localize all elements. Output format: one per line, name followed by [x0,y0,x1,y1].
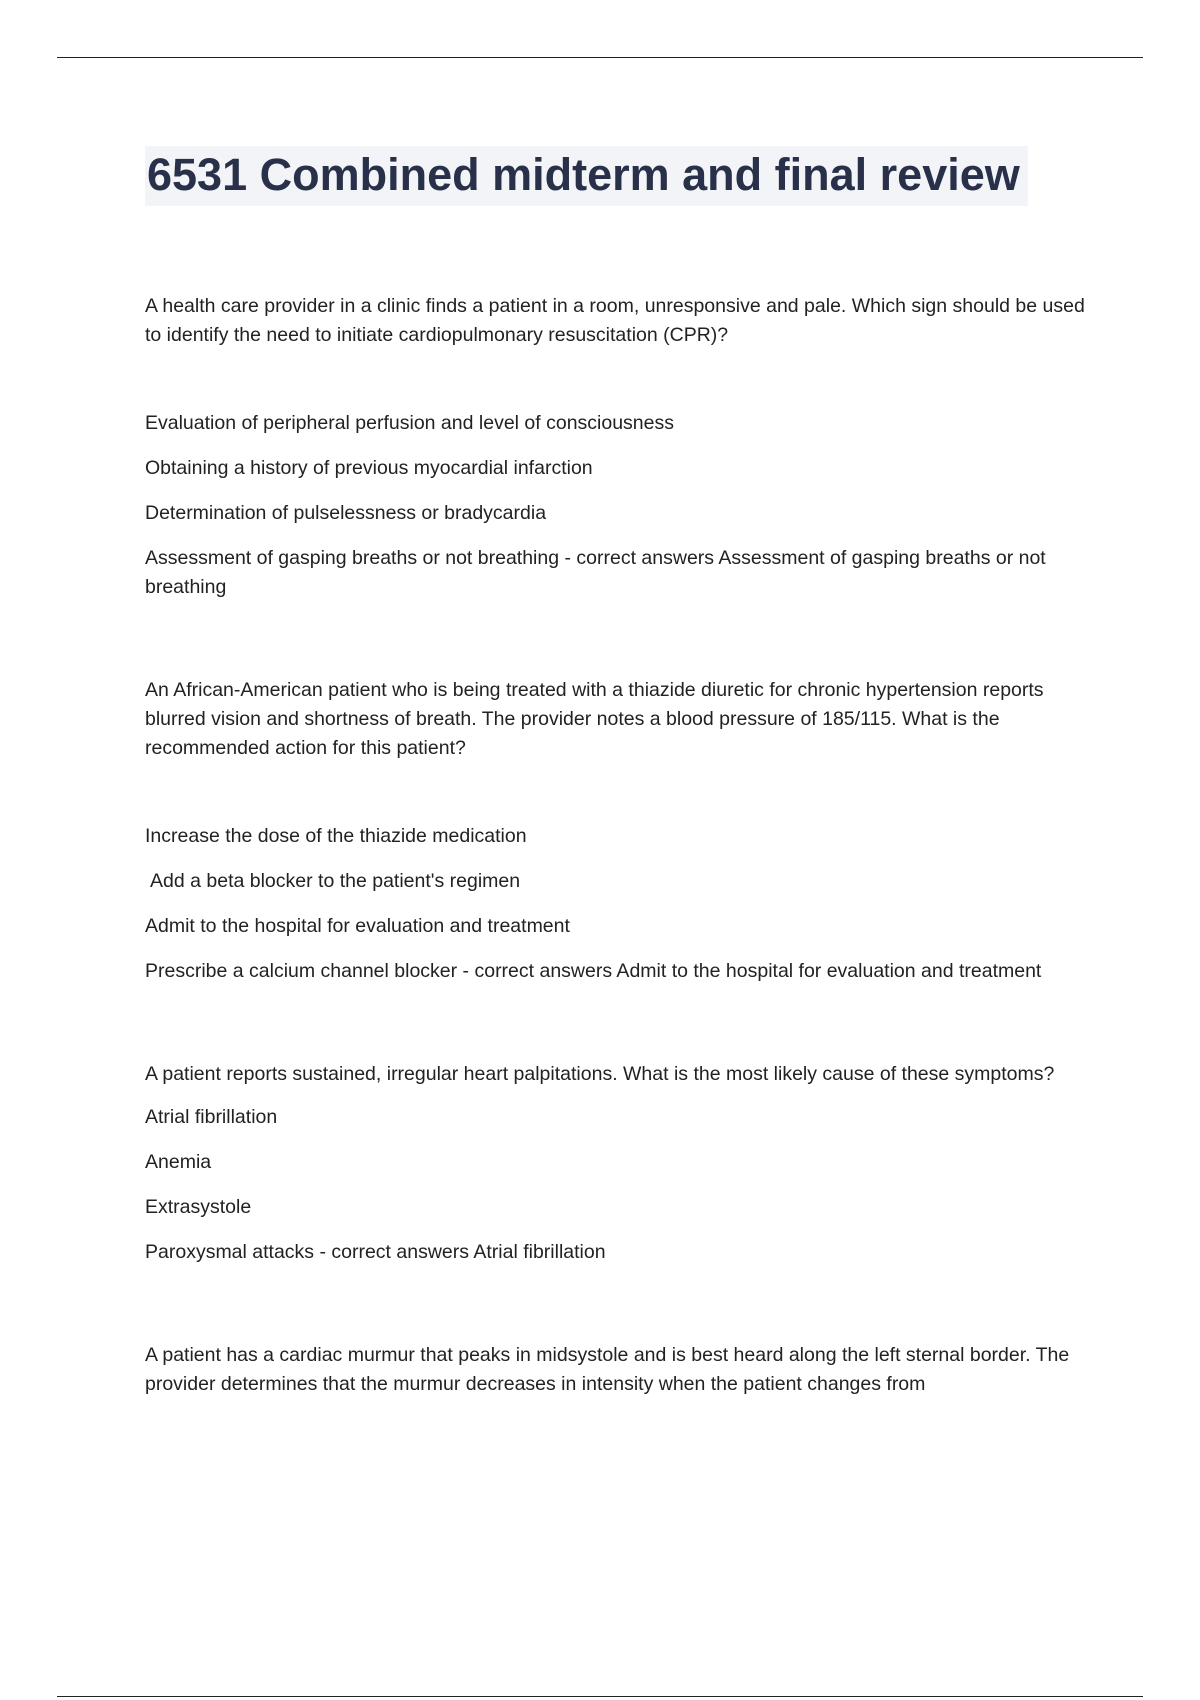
question-1-option-3: Determination of pulselessness or bradycardia [145,502,547,524]
question-3-option-1: Atrial fibrillation [145,1106,278,1128]
question-3-prompt: A patient reports sustained, irregular heart palpitations. What is the most likely cause of these symptoms? [145,1063,1055,1085]
question-1-prompt: A health care provider in a clinic finds a patient in a room, unresponsive and pale. Which sign should be used to identify the need to initiate cardiopulmonary resuscitation (CPR)? [145,295,1085,346]
question-2-option-4: Prescribe a calcium channel blocker - correct answers Admit to the hospital for evaluation and treatment [145,960,1042,982]
question-3-option-3: Extrasystole [145,1196,252,1218]
question-3-option-4: Paroxysmal attacks - correct answers Atrial fibrillation [145,1241,606,1263]
spacer [145,1283,1090,1341]
bottom-rule [57,1696,1143,1697]
question-2-option-2: Add a beta blocker to the patient's regimen [150,870,521,892]
question-2-option-3: Admit to the hospital for evaluation and treatment [145,915,570,937]
document-title: 6531 Combined midterm and final review [147,149,1020,200]
document-body [145,292,1090,1458]
question-2-prompt: An African-American patient who is being treated with a thiazide diuretic for chronic hypertension reports blurred vision and shortness of breath. The provider notes a blood pressure of 185/115. What is the recommended action for this patient? [145,679,1044,759]
question-1-option-2: Obtaining a history of previous myocardial infarction [145,457,593,479]
top-rule [57,57,1143,58]
spacer [145,1002,1090,1060]
question-2-option-1: Increase the dose of the thiazide medication [145,825,527,847]
question-1-option-4: Assessment of gasping breaths or not breathing - correct answers Assessment of gasping breaths or not breathing [145,547,1046,598]
question-1-option-1: Evaluation of peripheral perfusion and level of consciousness [145,412,674,434]
question-4-prompt: A patient has a cardiac murmur that peaks in midsystole and is best heard along the left sternal border. The provider determines that the murmur decreases in intensity when the patient changes from [145,1344,1070,1395]
question-3-option-2: Anemia [145,1151,212,1173]
title-block [145,146,1028,206]
spacer [145,618,1090,676]
